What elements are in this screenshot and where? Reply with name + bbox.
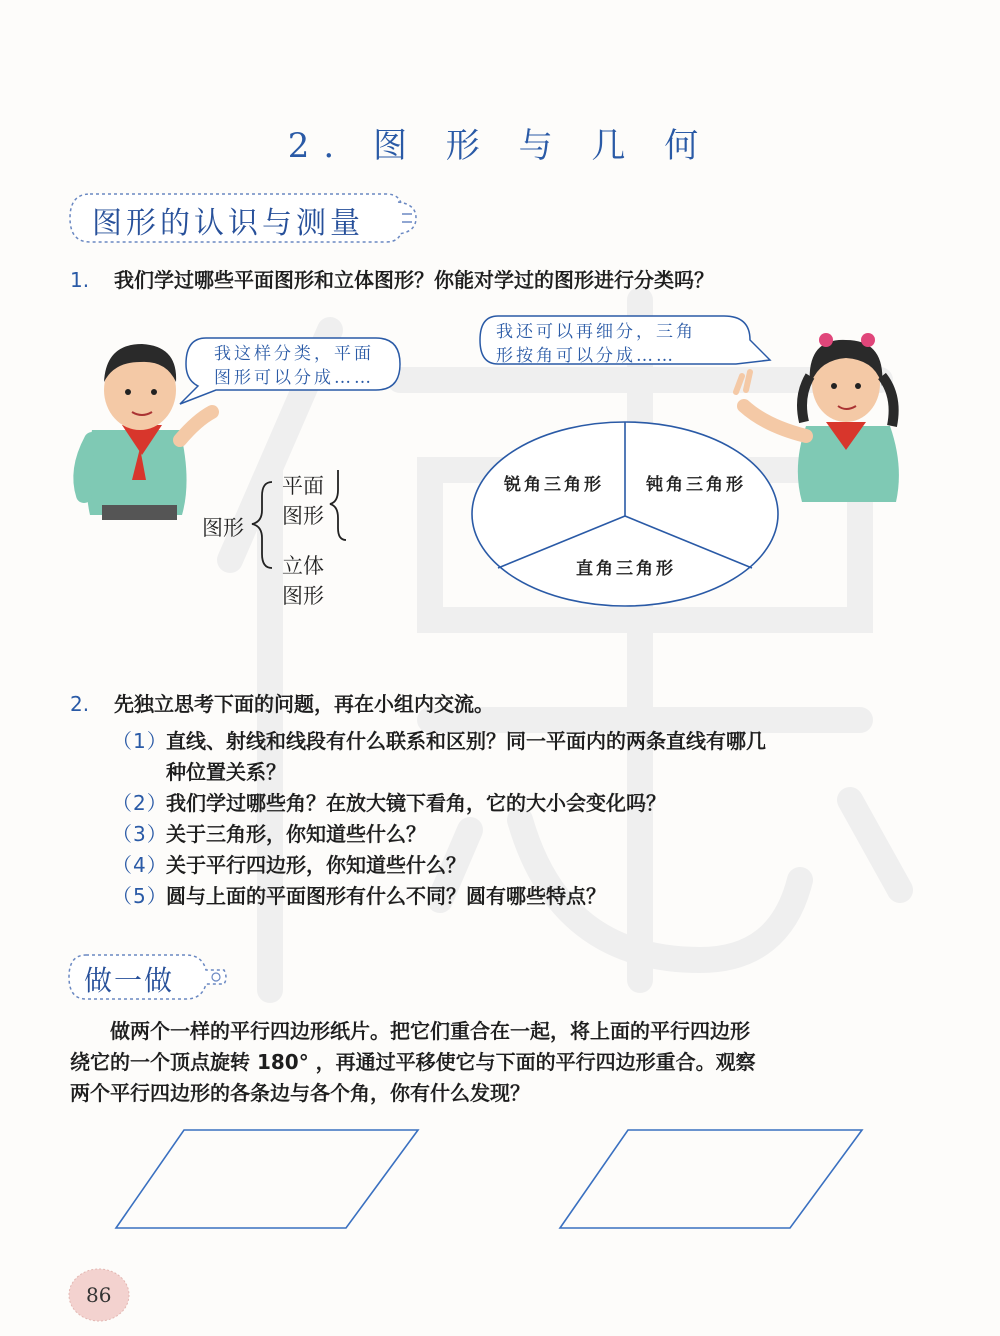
- girl-bubble-line-1: 我还可以再细分，三角: [496, 322, 696, 342]
- boy-bubble-line-2: 图形可以分成……: [214, 368, 374, 388]
- item-4-text: 关于平行四边形，你知道些什么？: [166, 853, 466, 877]
- question-1-text: 我们学过哪些平面图形和立体图形？你能对学过的图形进行分类吗？: [114, 268, 714, 292]
- item-5-text: 圆与上面的平面图形有什么不同？圆有哪些特点？: [166, 884, 606, 908]
- triangle-classification-ellipse: [470, 420, 780, 608]
- question-1: [70, 264, 714, 293]
- question-2: [70, 688, 494, 717]
- item-2-number: （2）: [112, 791, 168, 815]
- item-1-line-2: 种位置关系？: [166, 760, 286, 784]
- question-2-item-3: [112, 819, 426, 850]
- item-4-number: （4）: [112, 853, 168, 877]
- question-1-number: 1.: [70, 268, 90, 292]
- activity-paragraph: [70, 1016, 900, 1109]
- girl-bubble-line-2: 形按角可以分成……: [496, 346, 676, 366]
- item-1-number: （1）: [112, 729, 168, 753]
- activity-line-2: 绕它的一个顶点旋转 180° ，再通过平移使它与下面的平行四边形重合。观察: [70, 1050, 756, 1074]
- question-2-text: 先独立思考下面的问题，再在小组内交流。: [114, 692, 494, 716]
- girl-speech-bubble: [496, 320, 696, 368]
- question-2-item-1: [112, 726, 766, 788]
- page-number: 86: [86, 1283, 112, 1307]
- page-title: 2. 图 形 与 几 何: [287, 126, 713, 166]
- activity-line-3: 两个平行四边形的各条边与各个角，你有什么发现？: [70, 1081, 530, 1105]
- tree-plane-line-1: 平面: [282, 474, 324, 498]
- boy-speech-bubble: [214, 342, 374, 390]
- activity-line-1: 做两个一样的平行四边形纸片。把它们重合在一起，将上面的平行四边形: [70, 1019, 750, 1043]
- parallelogram-right: [554, 1124, 874, 1234]
- question-2-item-4: [112, 850, 466, 881]
- question-2-item-2: [112, 788, 666, 819]
- item-3-text: 关于三角形，你知道些什么？: [166, 822, 426, 846]
- tree-root-label: 图形: [202, 516, 244, 540]
- right-triangle-label: 直角三角形: [576, 559, 676, 579]
- section-banner-title: 图形的认识与测量: [92, 206, 364, 241]
- item-5-number: （5）: [112, 884, 168, 908]
- tree-plane-line-2: 图形: [282, 504, 324, 528]
- item-3-number: （3）: [112, 822, 168, 846]
- boy-bubble-line-1: 我这样分类，平面: [214, 344, 374, 364]
- item-2-text: 我们学过哪些角？在放大镜下看角，它的大小会变化吗？: [166, 791, 666, 815]
- tree-solid-line-2: 图形: [282, 584, 324, 608]
- activity-banner-title: 做一做: [84, 964, 175, 997]
- item-1-line-1: 直线、射线和线段有什么联系和区别？同一平面内的两条直线有哪几: [166, 729, 766, 753]
- question-2-number: 2.: [70, 692, 90, 716]
- acute-triangle-label: 锐角三角形: [504, 475, 604, 495]
- question-2-item-5: [112, 881, 606, 912]
- parallelogram-left: [110, 1124, 430, 1234]
- tree-solid-line-1: 立体: [282, 554, 324, 578]
- obtuse-triangle-label: 钝角三角形: [646, 475, 746, 495]
